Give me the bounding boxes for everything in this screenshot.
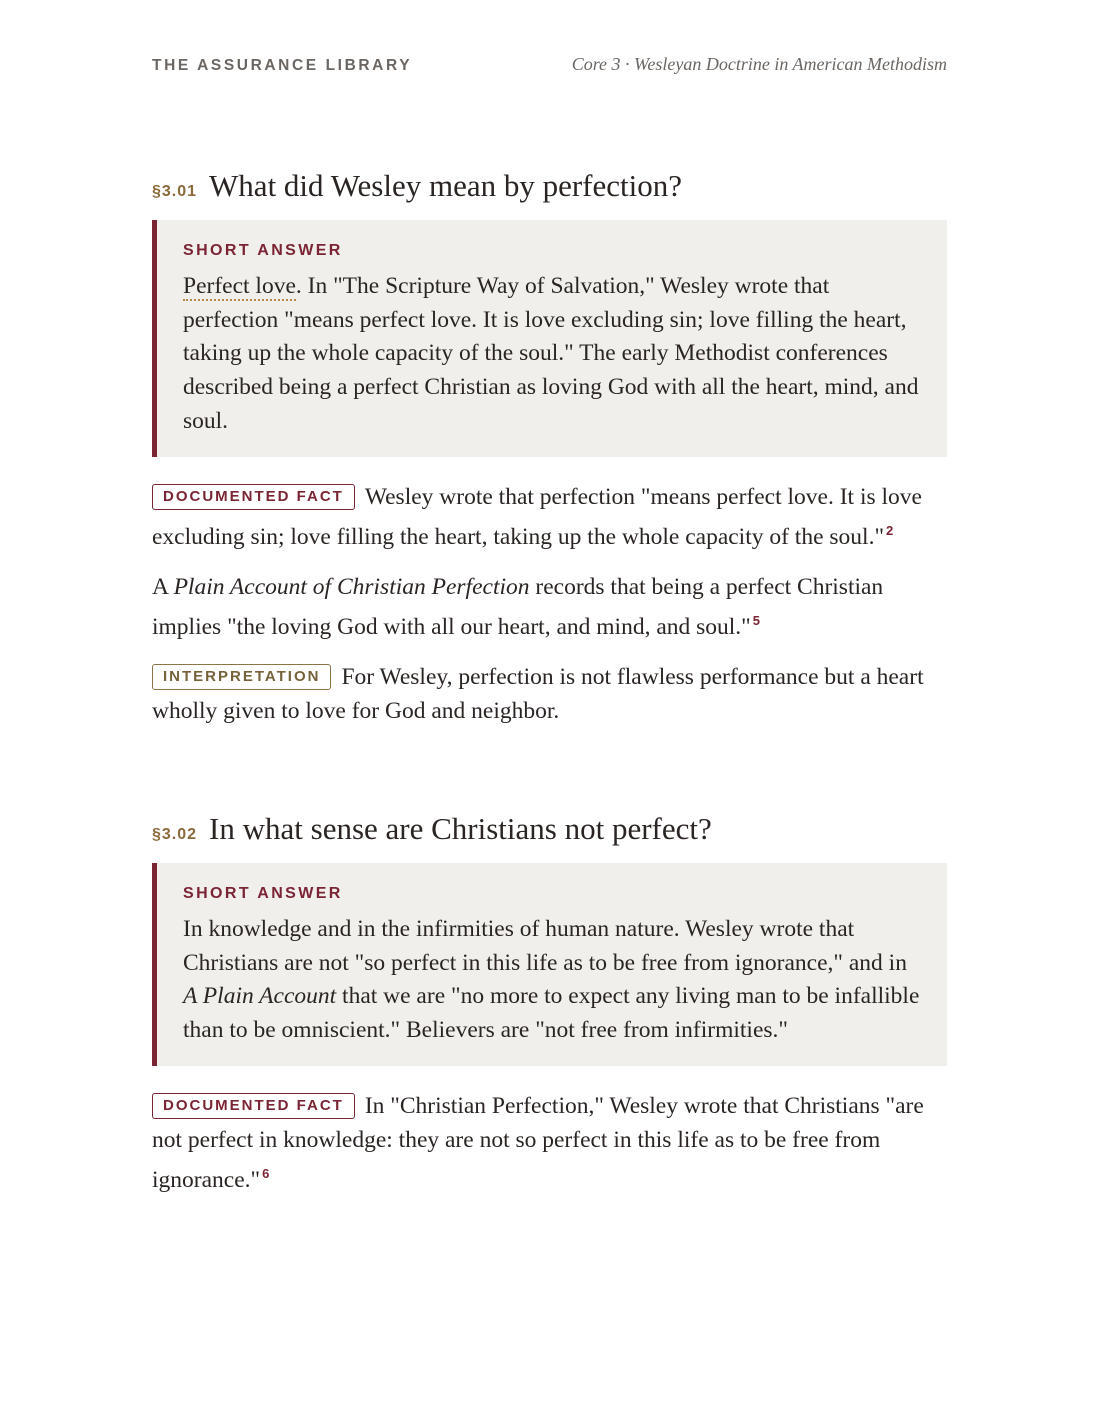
interpretation-badge: INTERPRETATION: [152, 664, 331, 690]
short-answer-body: . In "The Scripture Way of Salvation," Wesley wrote that perfection "means perfect love. It is love excluding sin; love filling the heart, taking up the whole capacity of the soul." The early Methodist conferences described being a perfect Christian as loving God with all the heart, mind, and soul.: [183, 273, 919, 434]
section-number: §3.01: [152, 183, 198, 200]
text-segment: that we are "no more to expect any living man to be infallible than to be omniscient." Believers are "not free from infirmities.": [183, 983, 920, 1044]
question-title: In what sense are Christians not perfect?: [209, 811, 712, 846]
running-header: [152, 54, 947, 75]
footnote-ref[interactable]: 2: [886, 523, 894, 539]
section-3-02: [152, 811, 947, 1198]
library-brand: THE ASSURANCE LIBRARY: [152, 57, 413, 74]
plain-account-paragraph: [152, 571, 947, 645]
short-answer-label: SHORT ANSWER: [183, 242, 343, 259]
text-segment: records that being a perfect Christian implies "the loving God with all our heart, and mind, and soul.": [152, 573, 884, 641]
documented-fact-badge: DOCUMENTED FACT: [152, 484, 355, 510]
short-answer-box: [152, 863, 947, 1066]
short-answer-text: [183, 913, 921, 1048]
book-title: Plain Account of Christian Perfection: [173, 573, 530, 600]
fact-text: In "Christian Perfection," Wesley wrote that Christians "are not perfect in knowledge: they are not so perfect in this life as to be free from ignorance.": [152, 1092, 924, 1194]
question-title: What did Wesley mean by perfection?: [209, 168, 682, 203]
fact-text: Wesley wrote that perfection "means perfect love. It is love excluding sin; love filling the heart, taking up the whole capacity of the soul.": [152, 483, 922, 551]
footnote-ref[interactable]: 5: [752, 613, 761, 629]
question-heading: [152, 811, 947, 847]
short-answer-text: [183, 270, 921, 439]
interpretation-text: For Wesley, perfection is not flawless performance but a heart wholly given to love for God and neighbor.: [152, 663, 924, 724]
documented-fact-badge: DOCUMENTED FACT: [152, 1093, 355, 1119]
documented-fact-paragraph: [152, 1090, 947, 1198]
book-title: A Plain Account: [183, 983, 337, 1010]
text-segment: In knowledge and in the infirmities of human nature. Wesley wrote that Christians are not "so perfect in this life as to be free from ignorance," and in: [183, 916, 907, 976]
documented-fact-paragraph: [152, 481, 947, 555]
glossary-term-link[interactable]: Perfect love: [183, 273, 296, 299]
question-heading: [152, 168, 947, 204]
short-answer-label: SHORT ANSWER: [183, 885, 343, 902]
section-number: §3.02: [152, 826, 198, 843]
interpretation-paragraph: [152, 661, 947, 728]
footnote-ref[interactable]: 6: [262, 1166, 270, 1182]
section-3-01: [152, 168, 947, 728]
short-answer-box: [152, 220, 947, 457]
chapter-title: Core 3 · Wesleyan Doctrine in American Methodism: [571, 54, 947, 74]
text-segment: A: [152, 573, 174, 600]
